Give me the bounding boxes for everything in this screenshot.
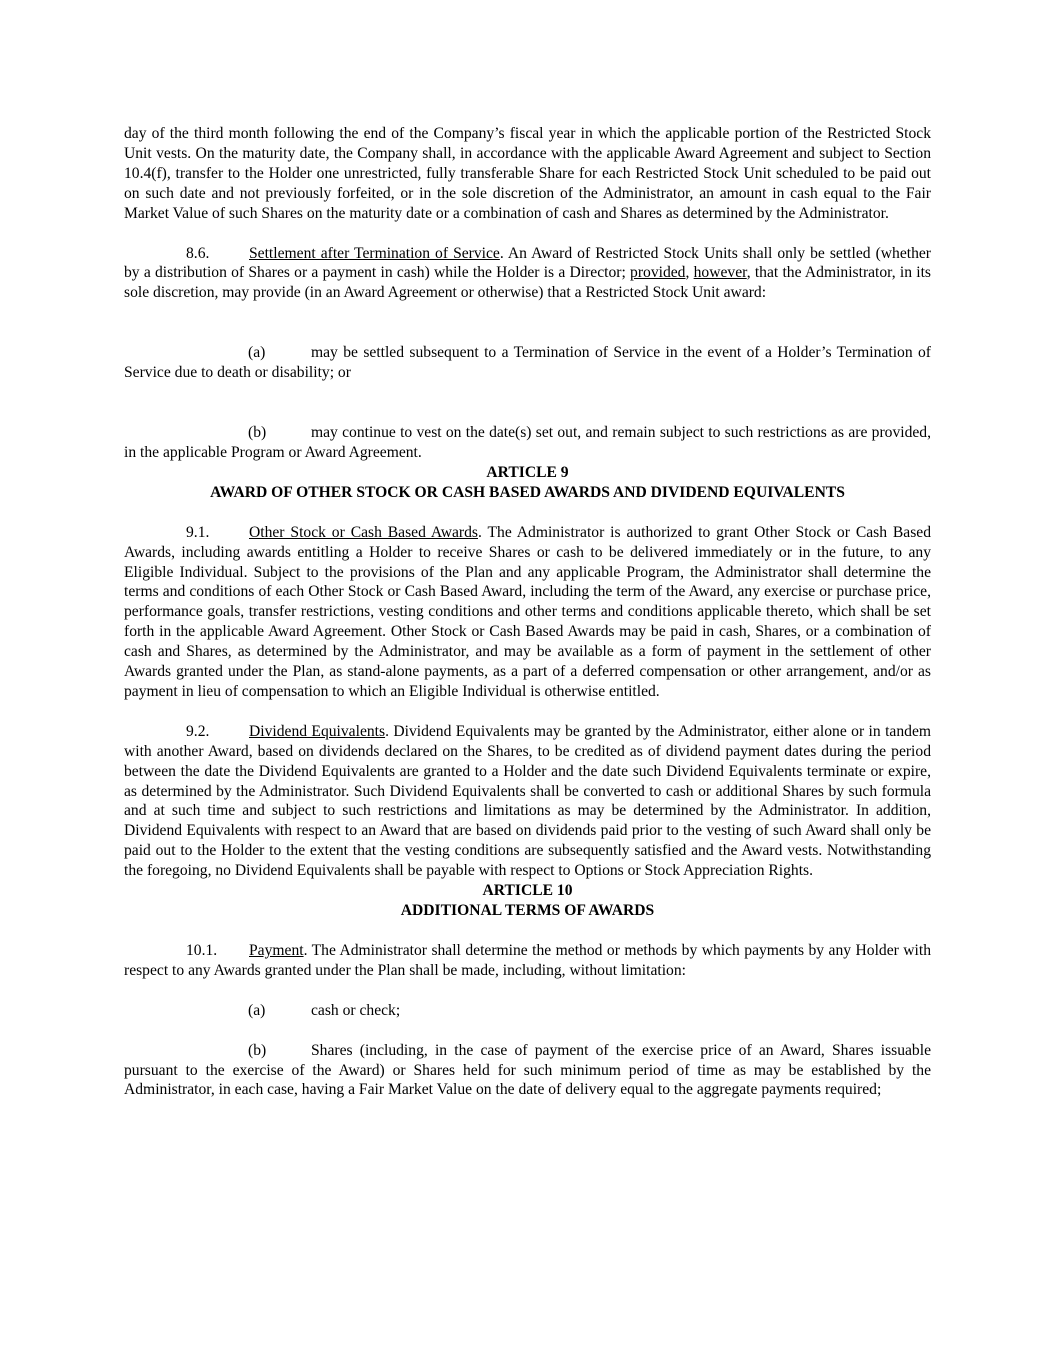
article-10-label: ARTICLE 10 <box>482 882 573 900</box>
clause-text: may be settled subsequent to a Termination of Service in the event of a Holder’s Termination of Service due to death or disability; or <box>124 344 931 382</box>
clause-text: cash or check; <box>311 1001 401 1019</box>
clause-8-6-b <box>124 423 931 463</box>
section-title: Dividend Equivalents <box>249 722 386 740</box>
section-title: Payment <box>249 941 304 959</box>
section-number: 10.1. <box>186 941 218 959</box>
section-number: 9.1. <box>186 523 210 541</box>
separator: , <box>685 264 694 282</box>
section-title: Settlement after Termination of Service <box>249 244 500 262</box>
clause-text: may continue to vest on the date(s) set out, and remain subject to such restrictions as are provided, in the applicable Program or Award Agreement. <box>124 424 931 461</box>
clause-label: (a) <box>248 1001 266 1019</box>
section-text: . The Administrator shall determine the method or methods by which payments by any Holder with respect to any Awards granted under the Plan shall be made, including, without limitation: <box>124 941 931 979</box>
section-text: . Dividend Equivalents may be granted by the Administrator, either alone or in tandem with another Award, based on dividends declared on the Shares, to be credited as of dividend payment dates during the period between the date the Dividend Equivalents are granted to a Holder and the date such Dividend Equivalents terminate or expire, as determined by the Administrator. Such Dividend Equivalents shall be converted to cash or additional Shares by such formula and at such time and subject to such restrictions and limitations as may be determined by the Administrator. In addition, Dividend Equivalents with respect to an Award that are based on dividends paid prior to the vesting of such Award shall only be paid out to the Holder to the extent that the vesting conditions are subsequently satisfied and the Award vests. Notwithstanding the foregoing, no Dividend Equivalents shall be payable with respect to Options or Stock Appreciation Rights. <box>124 722 931 880</box>
section-number: 8.6. <box>186 244 210 262</box>
clause-text: Shares (including, in the case of payment of the exercise price of an Award, Shares issuable pursuant to the exercise of the Award) or Shares held for such minimum period of time as may be established by the Administrator, in each case, having a Fair Market Value on the date of delivery equal to the aggregate payments required; <box>124 1041 931 1099</box>
section-title: Other Stock or Cash Based Awards <box>249 523 478 541</box>
section-9-2 <box>124 722 931 881</box>
continuation-paragraph: day of the third month following the end of the Company’s fiscal year in which the applicable portion of the Restricted Stock Unit vests. On the maturity date, the Company shall, in accordance with the applicable Award Agreement and subject to Section 10.4(f), transfer to the Holder one unrestricted, fully transferable Share for each Restricted Stock Unit scheduled to be paid out on such date and not previously forfeited, or in the sole discretion of the Administrator, an amount in cash equal to the Fair Market Value of such Shares on the maturity date or a combination of cash and Shares as determined by the Administrator. <box>124 125 931 222</box>
document-body <box>124 124 931 1100</box>
section-number: 9.2. <box>186 722 210 740</box>
clause-label: (b) <box>248 1041 267 1059</box>
section-8-6 <box>124 244 931 304</box>
section-text-continued: , that the Administrator, in its sole discretion, may provide (in an Award Agreement or otherwise) that a Restricted Stock Unit award: <box>124 264 931 302</box>
section-9-1 <box>124 523 931 702</box>
section-text: . The Administrator is authorized to grant Other Stock or Cash Based Awards, including awards entitling a Holder to receive Shares or cash to be delivered immediately or in the future, to any Eligible Individual. Subject to the provisions of the Plan and any applicable Program, the Administrator shall determine the terms and conditions of each Other Stock or Cash Based Award, including the term of the Award, any exercise or purchase price, performance goals, transfer restrictions, vesting conditions and other terms and conditions applicable thereto, which shall be set forth in the applicable Award Agreement. Other Stock or Cash Based Awards may be paid in cash, Shares, or a combination of cash and Shares, as determined by the Administrator, and may be available as a form of payment in the settlement of other Awards granted under the Plan, as stand-alone payments, as a part of a deferred compensation or other arrangement, and/or as payment in lieu of compensation to which an Eligible Individual is otherwise entitled. <box>124 523 932 700</box>
clause-label: (a) <box>248 344 266 362</box>
clause-label: (b) <box>248 424 267 442</box>
clause-10-1-a <box>124 1001 931 1021</box>
article-10-title: ADDITIONAL TERMS OF AWARDS <box>400 902 655 919</box>
section-10-1 <box>124 941 931 981</box>
article-9-title: AWARD OF OTHER STOCK OR CASH BASED AWARDS AND DIVIDEND EQUIVALENTS <box>210 483 845 501</box>
section-text: . An Award of Restricted Stock Units shall only be settled (whether by a distribution of Shares or a payment in cash) while the Holder is a Director; <box>124 244 931 282</box>
article-9-label: ARTICLE 9 <box>486 463 569 481</box>
provided-term: provided <box>630 264 686 282</box>
clause-8-6-a <box>124 343 931 383</box>
clause-10-1-b <box>124 1041 931 1101</box>
however-term: however <box>693 264 747 282</box>
